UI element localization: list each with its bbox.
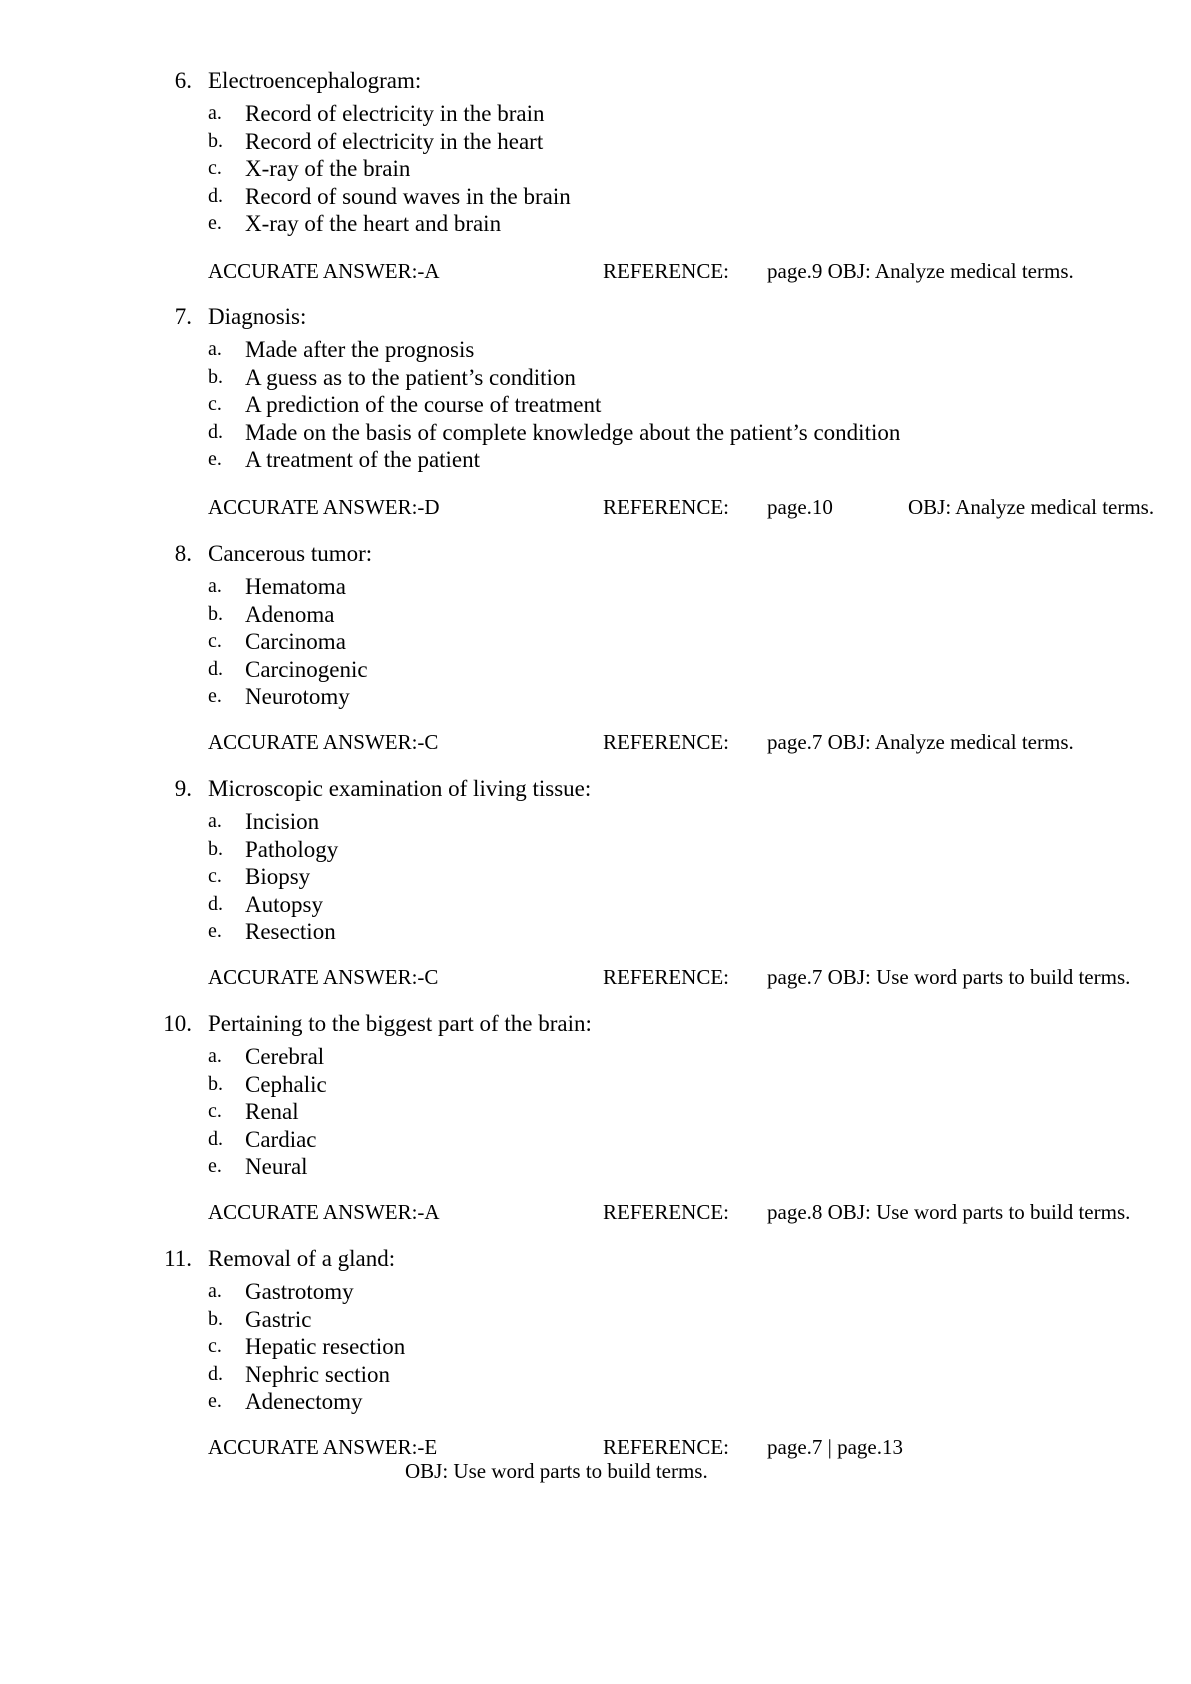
- question-stem: Diagnosis:: [208, 304, 307, 329]
- option-text: Cardiac: [245, 1126, 317, 1152]
- option-letter: a.: [208, 1045, 222, 1067]
- option-text: A prediction of the course of treatment: [245, 392, 602, 417]
- question-stem: Removal of a gland:: [208, 1246, 396, 1271]
- answer-row: [0, 1200, 1191, 1228]
- option-letter: b.: [208, 1307, 223, 1330]
- reference-value: page.7 OBJ: Use word parts to build terms.: [767, 965, 1131, 989]
- reference-value: page.10: [767, 495, 833, 519]
- option-text: Adenectomy: [245, 1389, 363, 1414]
- option-e: [208, 918, 1008, 946]
- option-b: [208, 1071, 1008, 1099]
- option-e: [208, 683, 1008, 711]
- option-b: [208, 836, 1008, 864]
- option-c: [208, 863, 1008, 891]
- option-letter: a.: [208, 102, 222, 124]
- option-letter: e.: [208, 920, 222, 942]
- option-letter: a.: [208, 1280, 222, 1302]
- answer-row: [0, 1435, 1191, 1483]
- option-e: [208, 1388, 1008, 1416]
- question-number: 10.: [163, 1011, 192, 1036]
- option-text: Record of electricity in the brain: [245, 101, 545, 126]
- option-text: Cerebral: [245, 1044, 325, 1069]
- option-b: [208, 1306, 1008, 1334]
- option-letter: d.: [208, 1362, 223, 1385]
- question-number: 9.: [174, 776, 192, 801]
- accurate-answer: ACCURATE ANSWER:-A: [208, 259, 440, 283]
- reference-label: REFERENCE:: [603, 495, 730, 519]
- option-text: X-ray of the brain: [245, 156, 411, 181]
- option-text: Gastrotomy: [245, 1279, 354, 1304]
- accurate-answer: ACCURATE ANSWER:-C: [208, 965, 439, 989]
- option-letter: a.: [208, 575, 222, 597]
- question-stem: Cancerous tumor:: [208, 541, 373, 566]
- option-text: Record of electricity in the heart: [245, 128, 544, 154]
- option-text: Carcinogenic: [245, 656, 368, 682]
- option-d: [208, 891, 1008, 919]
- option-d: [208, 419, 1008, 447]
- question-number: 8.: [174, 541, 192, 566]
- option-d: [208, 656, 1008, 684]
- option-letter: c.: [208, 1335, 222, 1357]
- option-letter: b.: [208, 365, 223, 388]
- option-text: Hepatic resection: [245, 1334, 406, 1359]
- option-a: [208, 808, 1008, 836]
- option-a: [208, 573, 1008, 601]
- reference-value: page.8 OBJ: Use word parts to build terms.: [767, 1200, 1131, 1224]
- option-text: Biopsy: [245, 864, 311, 889]
- option-c: [208, 1333, 1008, 1361]
- option-letter: d.: [208, 184, 223, 207]
- accurate-answer: ACCURATE ANSWER:-E: [208, 1435, 438, 1459]
- reference-value: page.7 | page.13: [767, 1435, 903, 1459]
- question-number: 7.: [174, 304, 192, 329]
- option-text: Adenoma: [245, 601, 335, 627]
- option-letter: e.: [208, 212, 222, 234]
- accurate-answer: ACCURATE ANSWER:-D: [208, 495, 440, 519]
- option-text: A treatment of the patient: [245, 447, 481, 472]
- reference-value: page.7 OBJ: Analyze medical terms.: [767, 730, 1074, 754]
- question-number: 11.: [164, 1246, 192, 1271]
- question-stem: Pertaining to the biggest part of the brain:: [208, 1011, 592, 1036]
- option-list: [208, 1278, 1008, 1416]
- option-text: A guess as to the patient’s condition: [245, 364, 576, 390]
- option-b: [208, 128, 1008, 156]
- objective-text: OBJ: Use word parts to build terms.: [405, 1459, 708, 1483]
- option-letter: c.: [208, 865, 222, 887]
- option-d: [208, 1126, 1008, 1154]
- option-text: Neural: [245, 1154, 308, 1179]
- question-stem: Electroencephalogram:: [208, 68, 422, 93]
- option-letter: c.: [208, 393, 222, 415]
- option-letter: c.: [208, 630, 222, 652]
- option-text: Incision: [245, 809, 320, 834]
- option-c: [208, 155, 1008, 183]
- option-e: [208, 1153, 1008, 1181]
- reference-label: REFERENCE:: [603, 1435, 730, 1459]
- option-c: [208, 628, 1008, 656]
- option-letter: e.: [208, 1155, 222, 1177]
- answer-row: [0, 259, 1191, 287]
- option-text: Carcinoma: [245, 629, 346, 654]
- option-text: X-ray of the heart and brain: [245, 211, 502, 236]
- option-text: Renal: [245, 1099, 299, 1124]
- option-e: [208, 210, 1008, 238]
- answer-row: [0, 965, 1191, 993]
- option-letter: e.: [208, 685, 222, 707]
- option-letter: b.: [208, 1072, 223, 1095]
- option-text: Hematoma: [245, 574, 346, 599]
- question-number: 6.: [174, 68, 192, 93]
- option-text: Record of sound waves in the brain: [245, 183, 571, 209]
- option-text: Neurotomy: [245, 684, 350, 709]
- option-list: [208, 100, 1008, 238]
- option-text: Resection: [245, 919, 336, 944]
- answer-row: [0, 730, 1191, 758]
- option-d: [208, 183, 1008, 211]
- option-letter: e.: [208, 448, 222, 470]
- option-letter: d.: [208, 420, 223, 443]
- option-text: Made on the basis of complete knowledge about the patient’s condition: [245, 419, 901, 445]
- option-text: Autopsy: [245, 891, 323, 917]
- objective-text: OBJ: Analyze medical terms.: [908, 495, 1155, 519]
- answer-row: [0, 495, 1191, 523]
- option-text: Pathology: [245, 836, 339, 862]
- option-a: [208, 100, 1008, 128]
- accurate-answer: ACCURATE ANSWER:-C: [208, 730, 439, 754]
- option-text: Cephalic: [245, 1071, 327, 1097]
- reference-label: REFERENCE:: [603, 259, 730, 283]
- option-letter: b.: [208, 602, 223, 625]
- option-e: [208, 446, 1008, 474]
- option-text: Nephric section: [245, 1361, 390, 1387]
- option-d: [208, 1361, 1008, 1389]
- option-list: [208, 336, 1008, 474]
- option-letter: d.: [208, 657, 223, 680]
- reference-label: REFERENCE:: [603, 965, 730, 989]
- option-c: [208, 1098, 1008, 1126]
- option-letter: a.: [208, 810, 222, 832]
- option-text: Gastric: [245, 1306, 312, 1332]
- option-letter: b.: [208, 837, 223, 860]
- option-list: [208, 1043, 1008, 1181]
- reference-value: page.9 OBJ: Analyze medical terms.: [767, 259, 1074, 283]
- option-letter: a.: [208, 338, 222, 360]
- option-a: [208, 1278, 1008, 1306]
- option-list: [208, 808, 1008, 946]
- option-letter: e.: [208, 1390, 222, 1412]
- option-a: [208, 336, 1008, 364]
- option-c: [208, 391, 1008, 419]
- option-letter: b.: [208, 129, 223, 152]
- option-list: [208, 573, 1008, 711]
- reference-label: REFERENCE:: [603, 1200, 730, 1224]
- option-letter: d.: [208, 1127, 223, 1150]
- option-letter: c.: [208, 157, 222, 179]
- option-text: Made after the prognosis: [245, 337, 475, 362]
- reference-label: REFERENCE:: [603, 730, 730, 754]
- option-letter: d.: [208, 892, 223, 915]
- option-b: [208, 601, 1008, 629]
- accurate-answer: ACCURATE ANSWER:-A: [208, 1200, 440, 1224]
- option-letter: c.: [208, 1100, 222, 1122]
- question-stem: Microscopic examination of living tissue:: [208, 776, 592, 801]
- option-a: [208, 1043, 1008, 1071]
- option-b: [208, 364, 1008, 392]
